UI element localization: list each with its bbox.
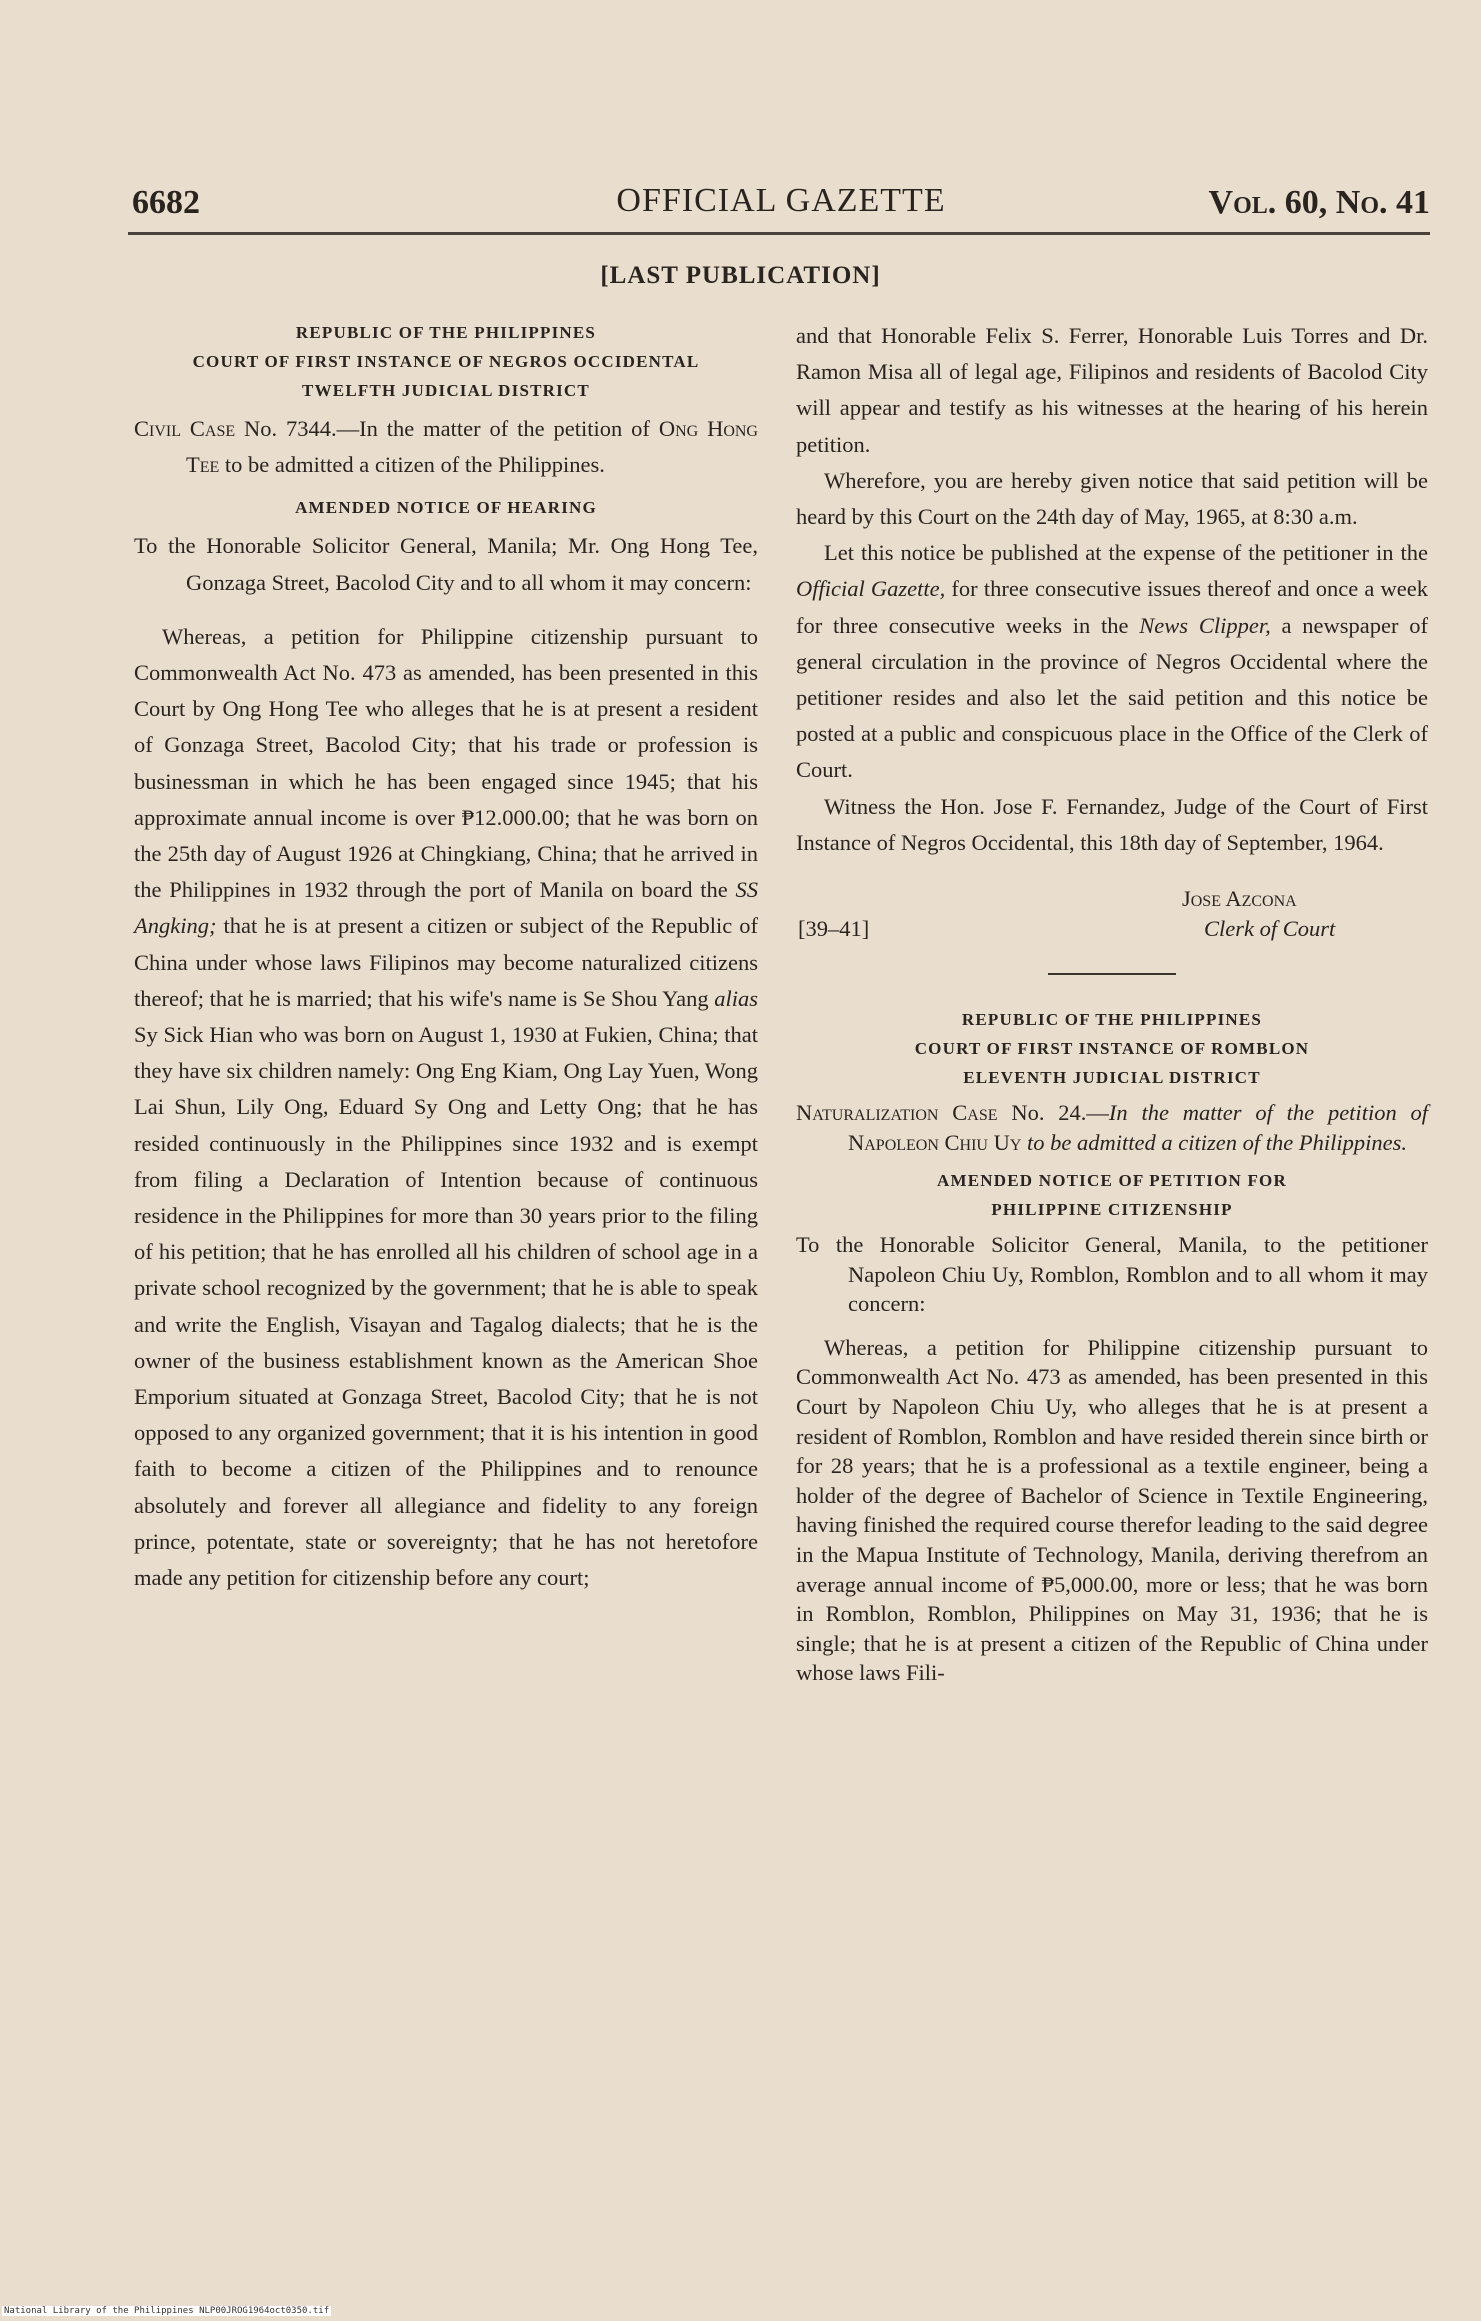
last-publication-label: [LAST PUBLICATION] <box>600 262 881 289</box>
notice1-body-c: Sy Sick Hian who was born on August 1, 1930 at Fukien, China; that they have six children namely: Ong Eng Kiam, Ong Lay Yuen, Wong Lai Shun, Lily Ong, Eduard Sy Ong and Letty Ong; that he has resided continuously in the Philippines since 1932 and is exempt from filing a Declaration of Intention because of continuous residence in the Philippines for more than 30 years prior to the filing of his petition; that he has enrolled all his children of school age in a private school recognized by the government; that he is able to speak and write the English, Visayan and Tagalog dialects; that he is the owner of the business establishment known as the American Shoe Emporium situated at Gonzaga Street, Bacolod City; that he is not opposed to any organized government; that it is his intention in good faith to become a citizen of the Philippines and to renounce absolutely and forever all allegiance and fidelity to any foreign prince, potentate, state or sovereignty; that he has not heretofore made any petition for citizenship before any court; <box>134 1022 758 1591</box>
notice1-wherefore: Wherefore, you are hereby given notice that said petition will be heard by this Court on the 24th day of May, 1965, at 8:30 a.m. <box>796 467 1428 530</box>
notice2-addressees: To the Honorable Solicitor General, Manila, to the petitioner Napoleon Chiu Uy, Romblon, Romblon and to all whom it may concern: <box>796 1232 1428 1317</box>
notice1-publish-c: a newspaper of general circulation in the province of Negros Occidental where the petitioner resides and also let the said petition and this notice be posted at a public and conspicuous place in the Office of the Clerk of Court. <box>796 612 1428 783</box>
notice1-court: COURT OF FIRST INSTANCE OF NEGROS OCCIDENTAL <box>192 352 700 371</box>
notice2-heading-line1: AMENDED NOTICE OF PETITION FOR <box>937 1171 1287 1191</box>
notice1-witness: Witness the Hon. Jose F. Fernandez, Judge of the Court of First Instance of Negros Occidental, this 18th day of September, 1964. <box>796 793 1428 855</box>
notice1-publish-a: Let this notice be published at the expense of the petitioner in the <box>824 540 1428 566</box>
notice1-publish-gazette: Official Gazette, <box>796 576 946 602</box>
notice1-district: TWELFTH JUDICIAL DISTRICT <box>302 381 590 400</box>
right-column <box>796 318 1428 1688</box>
notice1-publication-order <box>796 535 1428 788</box>
notice1-ship: SS Angking; <box>134 877 758 939</box>
notice2-district: ELEVENTH JUDICIAL DISTRICT <box>963 1068 1261 1088</box>
notice1-alias: alias <box>714 985 758 1011</box>
notice1-body-a: Whereas, a petition for Philippine citizenship pursuant to Commonwealth Act No. 473 as amended, has been presented in this Court by Ong Hong Tee who alleges that he is at present a resident of Gonzaga Street, Bacolod City; that his trade or profession is businessman in which he has been engaged since 1945; that his approximate annual income is over ₱12.000.00; that he was born on the 25th day of August 1926 at Chingkiang, China; that he arrived in the Philippines in 1932 through the port of Manila on board the <box>134 623 758 903</box>
notice2-heading-line2: PHILIPPINE CITIZENSHIP <box>991 1200 1233 1220</box>
notice2-republic: REPUBLIC OF THE PHILIPPINES <box>961 1010 1263 1030</box>
notice2-case-no: No. 24.— <box>997 1100 1109 1126</box>
notice-separator <box>1048 973 1176 975</box>
notice2-case-label: Naturalization Case <box>796 1100 998 1126</box>
notice2-petitioner: Napoleon Chiu Uy <box>848 1130 1022 1156</box>
left-column <box>134 318 758 1596</box>
notice1-issue-ref: [39–41] <box>798 916 870 942</box>
notice1-case-end: to be admitted a citizen of the Philippines. <box>219 452 605 478</box>
notice1-body-continued: and that Honorable Felix S. Ferrer, Honorable Luis Torres and Dr. Ramon Misa all of legal age, Filipinos and residents of Bacolod City will appear and testify as his witnesses at the hearing of his herein petition. <box>796 323 1428 457</box>
notice1-case-rest: No. 7344.—In the matter of the petition of <box>235 416 659 441</box>
notice1-republic: REPUBLIC OF THE PHILIPPINES <box>295 323 597 342</box>
notice1-signatory-name: Jose Azcona <box>1182 886 1297 912</box>
notice2-case-it2: to be admitted a citizen of the Philippines. <box>1021 1130 1407 1156</box>
notice1-publish-paper: News Clipper, <box>1139 612 1271 638</box>
notice1-heading: AMENDED NOTICE OF HEARING <box>295 498 597 518</box>
notice1-body-b: that he is at present a citizen or subject of the Republic of China under whose laws Filipinos may become naturalized citizens thereof; that he is married; that his wife's name is Se Shou Yang <box>134 913 758 1011</box>
notice1-case-title <box>134 411 758 483</box>
notice1-signatory-role: Clerk of Court <box>1204 916 1336 942</box>
header-rule <box>128 232 1430 235</box>
volume-number: Vol. 60, No. 41 <box>1208 184 1430 221</box>
notice2-court: COURT OF FIRST INSTANCE OF ROMBLON <box>914 1039 1310 1059</box>
notice1-publish-b: for three consecutive issues thereof and once a week for three consecutive weeks in the <box>796 576 1428 638</box>
notice1-addressees: To the Honorable Solicitor General, Manila; Mr. Ong Hong Tee, Gonzaga Street, Bacolod City and to all whom it may concern: <box>134 533 758 595</box>
notice1-petitioner: Ong Hong Tee <box>186 416 758 478</box>
page-number: 6682 <box>132 184 200 221</box>
notice1-signature-block <box>796 877 1428 947</box>
page-header <box>132 178 1430 228</box>
notice1-body <box>134 619 758 1596</box>
notice2-case-it1: In the matter of the petition of <box>1108 1100 1429 1126</box>
notice1-case-label: Civil Case <box>134 416 236 441</box>
notice2-body: Whereas, a petition for Philippine citizenship pursuant to Commonwealth Act No. 473 as amended, has been presented in this Court by Napoleon Chiu Uy, who alleges that he is at present a resident of Romblon, Romblon and have resided therein since birth or for 28 years; that he is a professional as a textile engineer, being a holder of the degree of Bachelor of Science in Textile Engineering, having finished the required course therefor leading to the said degree in the Mapua Institute of Technology, Manila, deriving therefrom an average annual income of ₱5,000.00, more or less; that he was born in Romblon, Romblon, Philippines on May 31, 1936; that he is single; that he is at present a citizen of the Republic of China under whose laws Fili- <box>796 1334 1428 1686</box>
notice2-case-title <box>796 1098 1428 1158</box>
publication-title: OFFICIAL GAZETTE <box>616 182 946 219</box>
scan-footer: National Library of the Philippines NLP00JROG1964oct0350.tif <box>4 2306 330 2316</box>
